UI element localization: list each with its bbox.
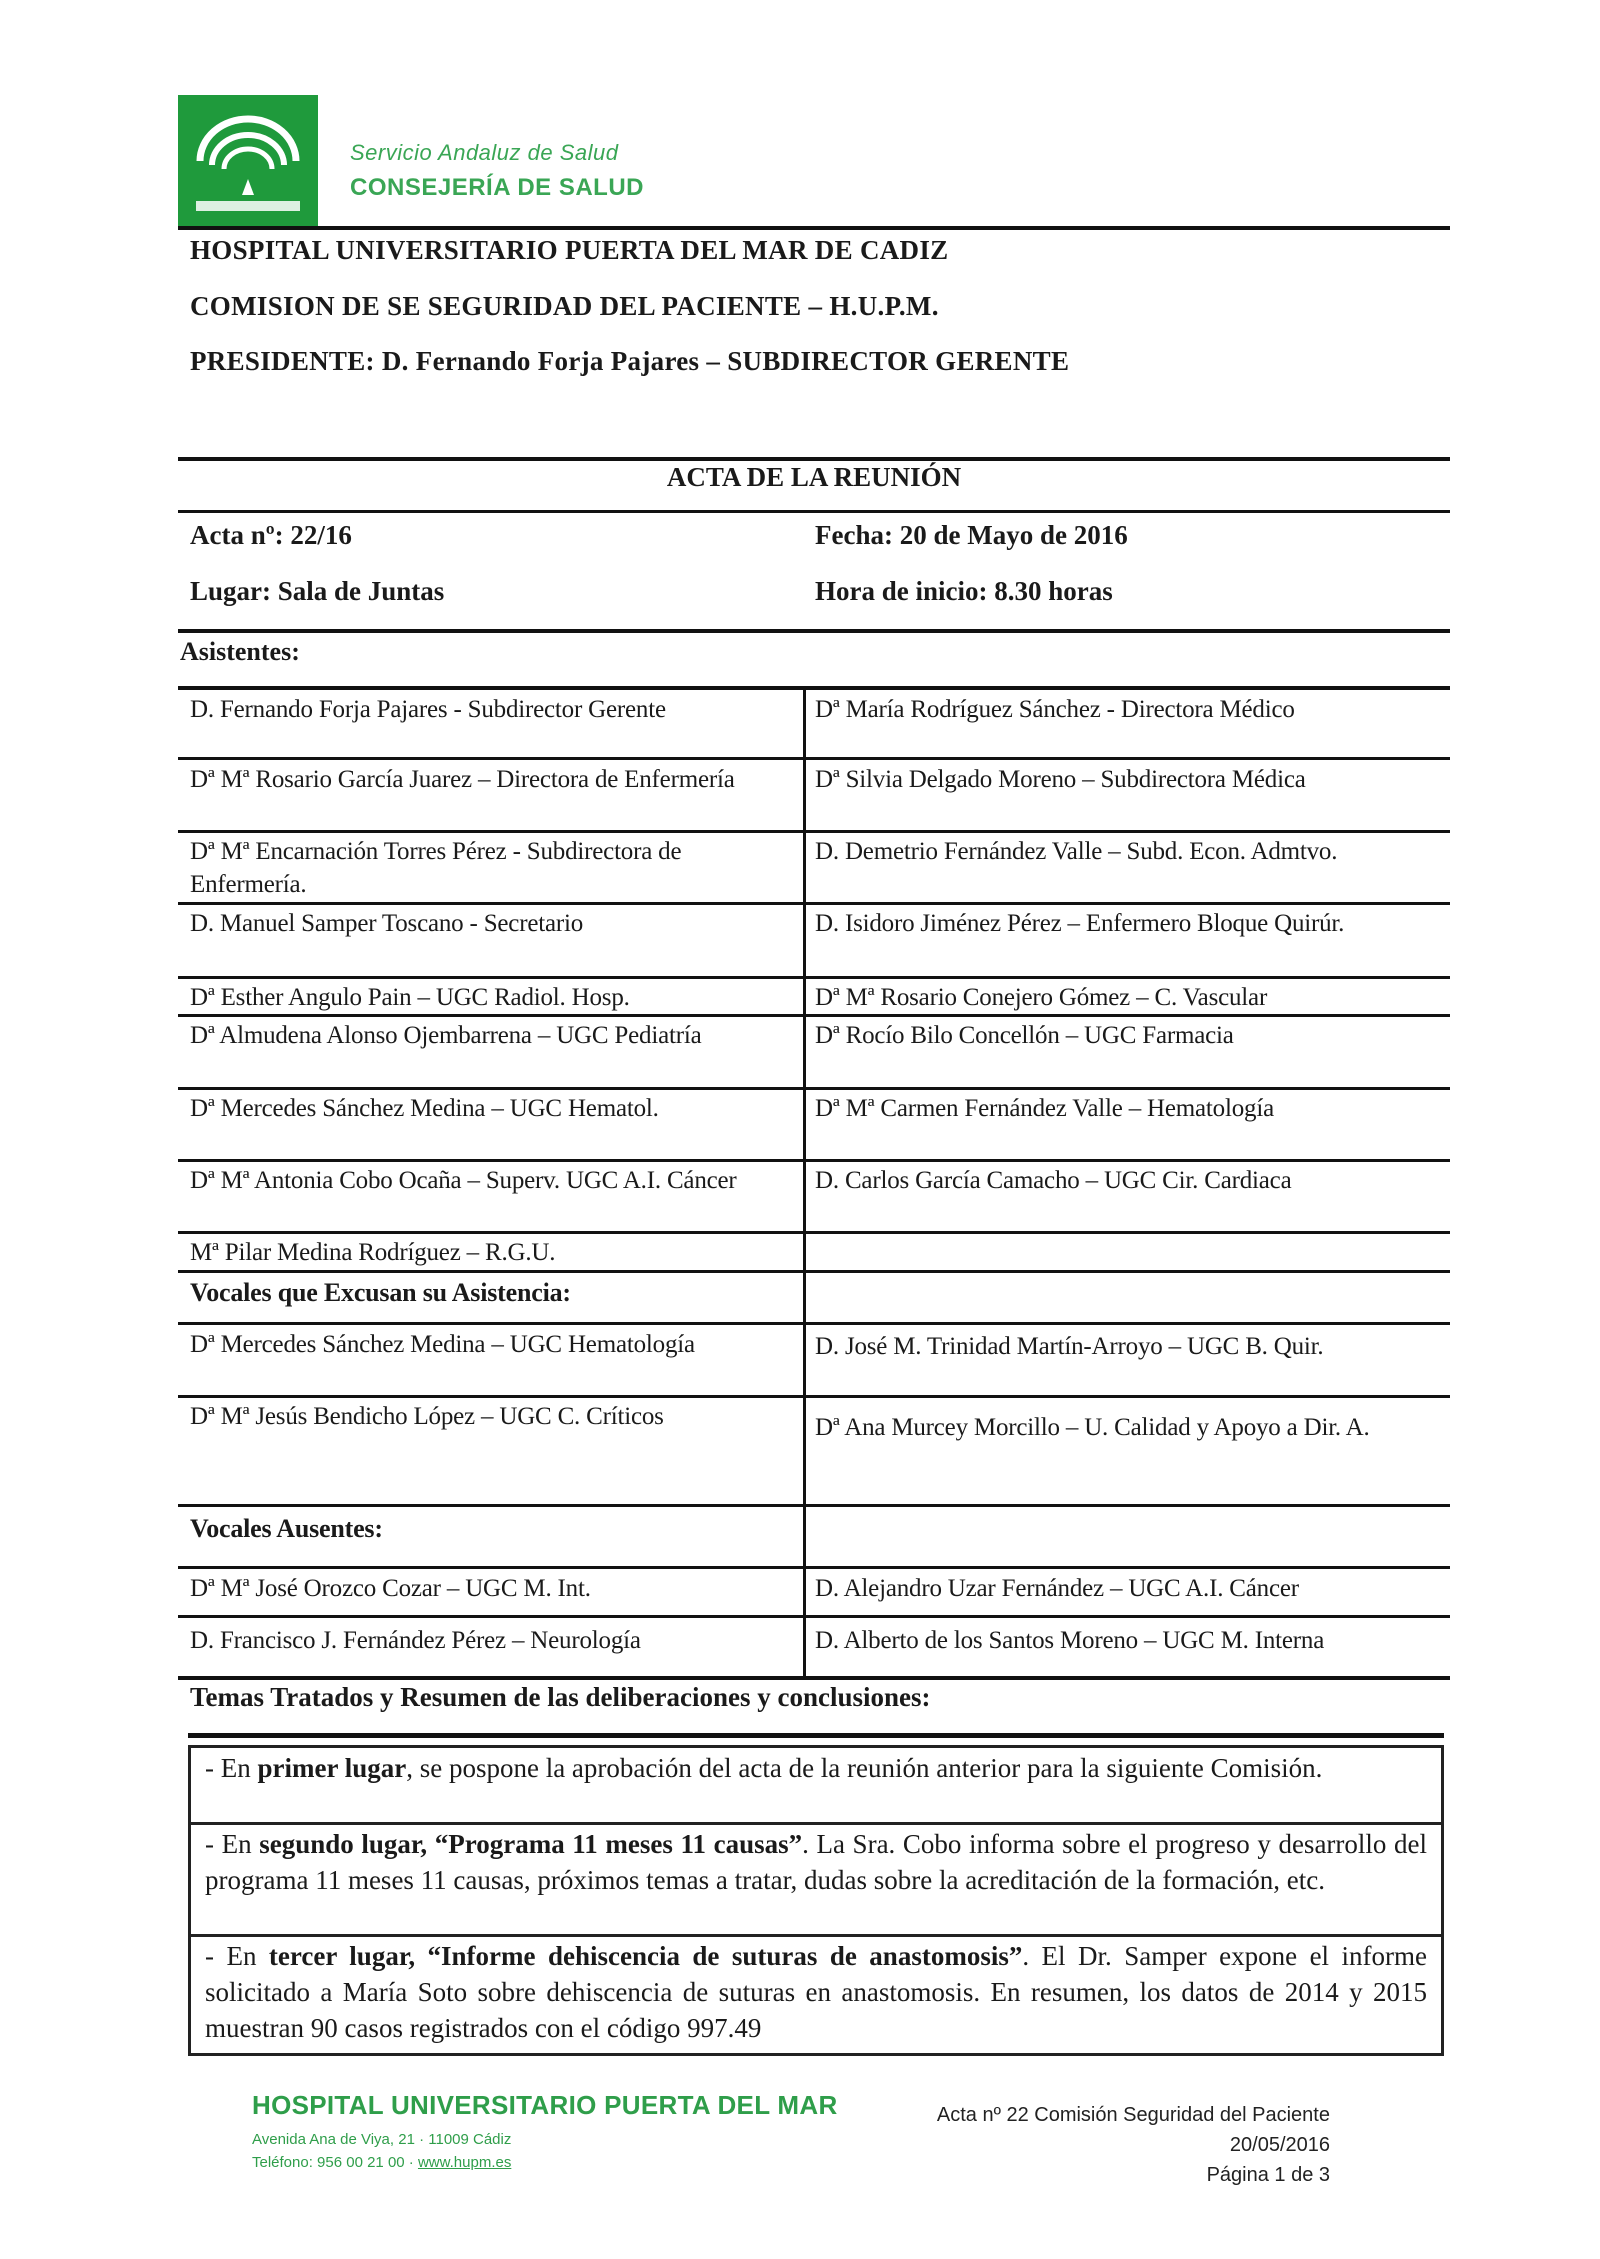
footer-page-info — [800, 2100, 1330, 2190]
attendee-left: Dª Mª Encarnación Torres Pérez - Subdirectora de Enfermería. — [190, 838, 682, 898]
excused-label: Vocales que Excusan su Asistencia: — [190, 1278, 571, 1307]
attendee-right: D. Isidoro Jiménez Pérez – Enfermero Bloque Quirúr. — [815, 910, 1345, 937]
absent-left: Dª Mª José Orozco Cozar – UGC M. Int. — [190, 1575, 591, 1602]
attendee-right: Dª Silvia Delgado Moreno – Subdirectora Médica — [815, 766, 1306, 793]
acta-title: ACTA DE LA REUNIÓN — [666, 462, 962, 492]
attendee-right: D. Demetrio Fernández Valle – Subd. Econ. Admtvo. — [815, 838, 1338, 865]
discussion-heading: primer lugar — [257, 1753, 407, 1783]
attendee-left: Dª Mercedes Sánchez Medina – UGC Hematol. — [190, 1095, 659, 1122]
attendee-right: D. Carlos García Camacho – UGC Cir. Cardiaca — [815, 1167, 1292, 1194]
table-rule — [178, 1615, 1450, 1618]
absent-label: Vocales Ausentes: — [190, 1514, 383, 1543]
footer-web-link[interactable]: www.hupm.es — [417, 2154, 512, 2171]
discussion-item-3 — [205, 1938, 1427, 2048]
excused-left: Dª Mª Jesús Bendicho López – UGC C. Críticos — [190, 1403, 664, 1430]
table-rule — [178, 686, 1450, 690]
discussion-heading: segundo lugar, “Programa 11 meses 11 causas” — [259, 1829, 803, 1859]
attendee-left: Dª Esther Angulo Pain – UGC Radiol. Hosp. — [190, 984, 630, 1011]
footer-hospital-block — [252, 2090, 838, 2171]
absent-right: D. Alejandro Uzar Fernández – UGC A.I. Cáncer — [815, 1575, 1299, 1602]
discussion-heading: tercer lugar, “Informe dehiscencia de suturas de anastomosis” — [268, 1941, 1023, 1971]
divider — [178, 226, 1450, 230]
discussion-item-2 — [205, 1826, 1427, 1898]
attendee-left: Mª Pilar Medina Rodríguez – R.G.U. — [190, 1239, 556, 1266]
attendee-right: Dª Mª Rosario Conejero Gómez – C. Vascular — [815, 984, 1268, 1011]
attendee-left: Dª Mª Rosario García Juarez – Directora de Enfermería — [190, 766, 735, 793]
footer-date: 20/05/2016 — [1229, 2134, 1330, 2156]
attendee-right: Dª Rocío Bilo Concellón – UGC Farmacia — [815, 1022, 1234, 1049]
discussion-prefix: - En — [205, 1829, 260, 1859]
table-rule — [178, 1014, 1450, 1017]
attendee-right: Dª María Rodríguez Sánchez - Directora Médico — [815, 696, 1295, 723]
discussion-divider — [188, 1822, 1444, 1825]
logo-line-sas: Servicio Andaluz de Salud — [350, 140, 619, 165]
acta-number: Acta nº: 22/16 — [190, 520, 352, 550]
discussion-text: . El Dr. Samper expone el informe solicitado a María Soto sobre dehiscencia de suturas en anastomosis. En resumen, los datos de 2014 y 2015 muestran 90 casos registrados con el código 997.49 — [205, 1941, 1427, 2043]
commission-title: COMISION DE SE SEGURIDAD DEL PACIENTE – H.U.P.M. — [190, 291, 939, 321]
acta-place: Lugar: Sala de Juntas — [190, 576, 445, 606]
table-rule — [178, 1322, 1450, 1325]
president-line: PRESIDENTE: D. Fernando Forja Pajares – SUBDIRECTOR GERENTE — [190, 346, 1070, 376]
attendees-label: Asistentes: — [180, 637, 300, 666]
absent-left: D. Francisco J. Fernández Pérez – Neurología — [190, 1627, 641, 1654]
logo-wordmark — [350, 140, 644, 202]
attendee-left: D. Fernando Forja Pajares - Subdirector Gerente — [190, 696, 666, 723]
acta-date: Fecha: 20 de Mayo de 2016 — [815, 520, 1128, 550]
table-rule — [178, 1676, 1450, 1680]
attendee-right: Dª Mª Carmen Fernández Valle – Hematología — [815, 1095, 1274, 1122]
logo-line-consejeria: CONSEJERÍA DE SALUD — [350, 174, 644, 201]
table-rule — [178, 1566, 1450, 1569]
divider — [178, 629, 1450, 633]
topics-label: Temas Tratados y Resumen de las deliberaciones y conclusiones: — [190, 1682, 931, 1712]
table-rule — [178, 1504, 1450, 1507]
footer-address: Avenida Ana de Viya, 21 · 11009 Cádiz — [252, 2131, 512, 2148]
table-column-divider — [803, 688, 806, 1678]
table-rule — [178, 1270, 1450, 1273]
discussion-prefix: - En — [205, 1753, 258, 1783]
table-rule — [178, 1159, 1450, 1162]
divider — [178, 510, 1450, 513]
excused-left: Dª Mercedes Sánchez Medina – UGC Hematología — [190, 1331, 695, 1358]
junta-andalucia-logo — [178, 95, 318, 227]
discussion-item-1 — [205, 1750, 1427, 1786]
attendee-left: D. Manuel Samper Toscano - Secretario — [190, 910, 584, 937]
divider — [188, 1733, 1444, 1738]
excused-right: Dª Ana Murcey Morcillo – U. Calidad y Apoyo a Dir. A. — [815, 1414, 1370, 1441]
attendee-left: Dª Mª Antonia Cobo Ocaña – Superv. UGC A.I. Cáncer — [190, 1167, 737, 1194]
hospital-title: HOSPITAL UNIVERSITARIO PUERTA DEL MAR DE CADIZ — [190, 235, 949, 265]
table-rule — [178, 1087, 1450, 1090]
footer-phone: Teléfono: 956 00 21 00 · — [252, 2154, 418, 2171]
table-rule — [178, 976, 1450, 979]
excused-right: D. José M. Trinidad Martín-Arroyo – UGC B. Quir. — [815, 1333, 1324, 1360]
table-rule — [178, 1395, 1450, 1398]
discussion-text: , se pospone la aprobación del acta de la reunión anterior para la siguiente Comisión. — [406, 1753, 1323, 1783]
discussion-divider — [188, 1934, 1444, 1937]
discussion-prefix: - En — [205, 1941, 269, 1971]
footer-acta-ref: Acta nº 22 Comisión Seguridad del Paciente — [936, 2104, 1330, 2126]
table-rule — [178, 830, 1450, 833]
footer-contact — [252, 2154, 838, 2171]
table-rule — [178, 757, 1450, 760]
divider — [178, 457, 1450, 461]
table-rule — [178, 1231, 1450, 1234]
attendee-left: Dª Almudena Alonso Ojembarrena – UGC Pediatría — [190, 1022, 702, 1049]
discussion-text: . La Sra. Cobo informa sobre el progreso y desarrollo del programa 11 meses 11 causas, próximos temas a tratar, dudas sobre la acreditación de la formación, etc. — [205, 1829, 1427, 1895]
acta-start-time: Hora de inicio: 8.30 horas — [815, 576, 1113, 606]
footer-page-number: Página 1 de 3 — [1206, 2164, 1330, 2186]
absent-right: D. Alberto de los Santos Moreno – UGC M. Interna — [815, 1627, 1325, 1654]
footer-hospital-name: HOSPITAL UNIVERSITARIO PUERTA DEL MAR — [252, 2090, 838, 2120]
table-rule — [178, 902, 1450, 905]
